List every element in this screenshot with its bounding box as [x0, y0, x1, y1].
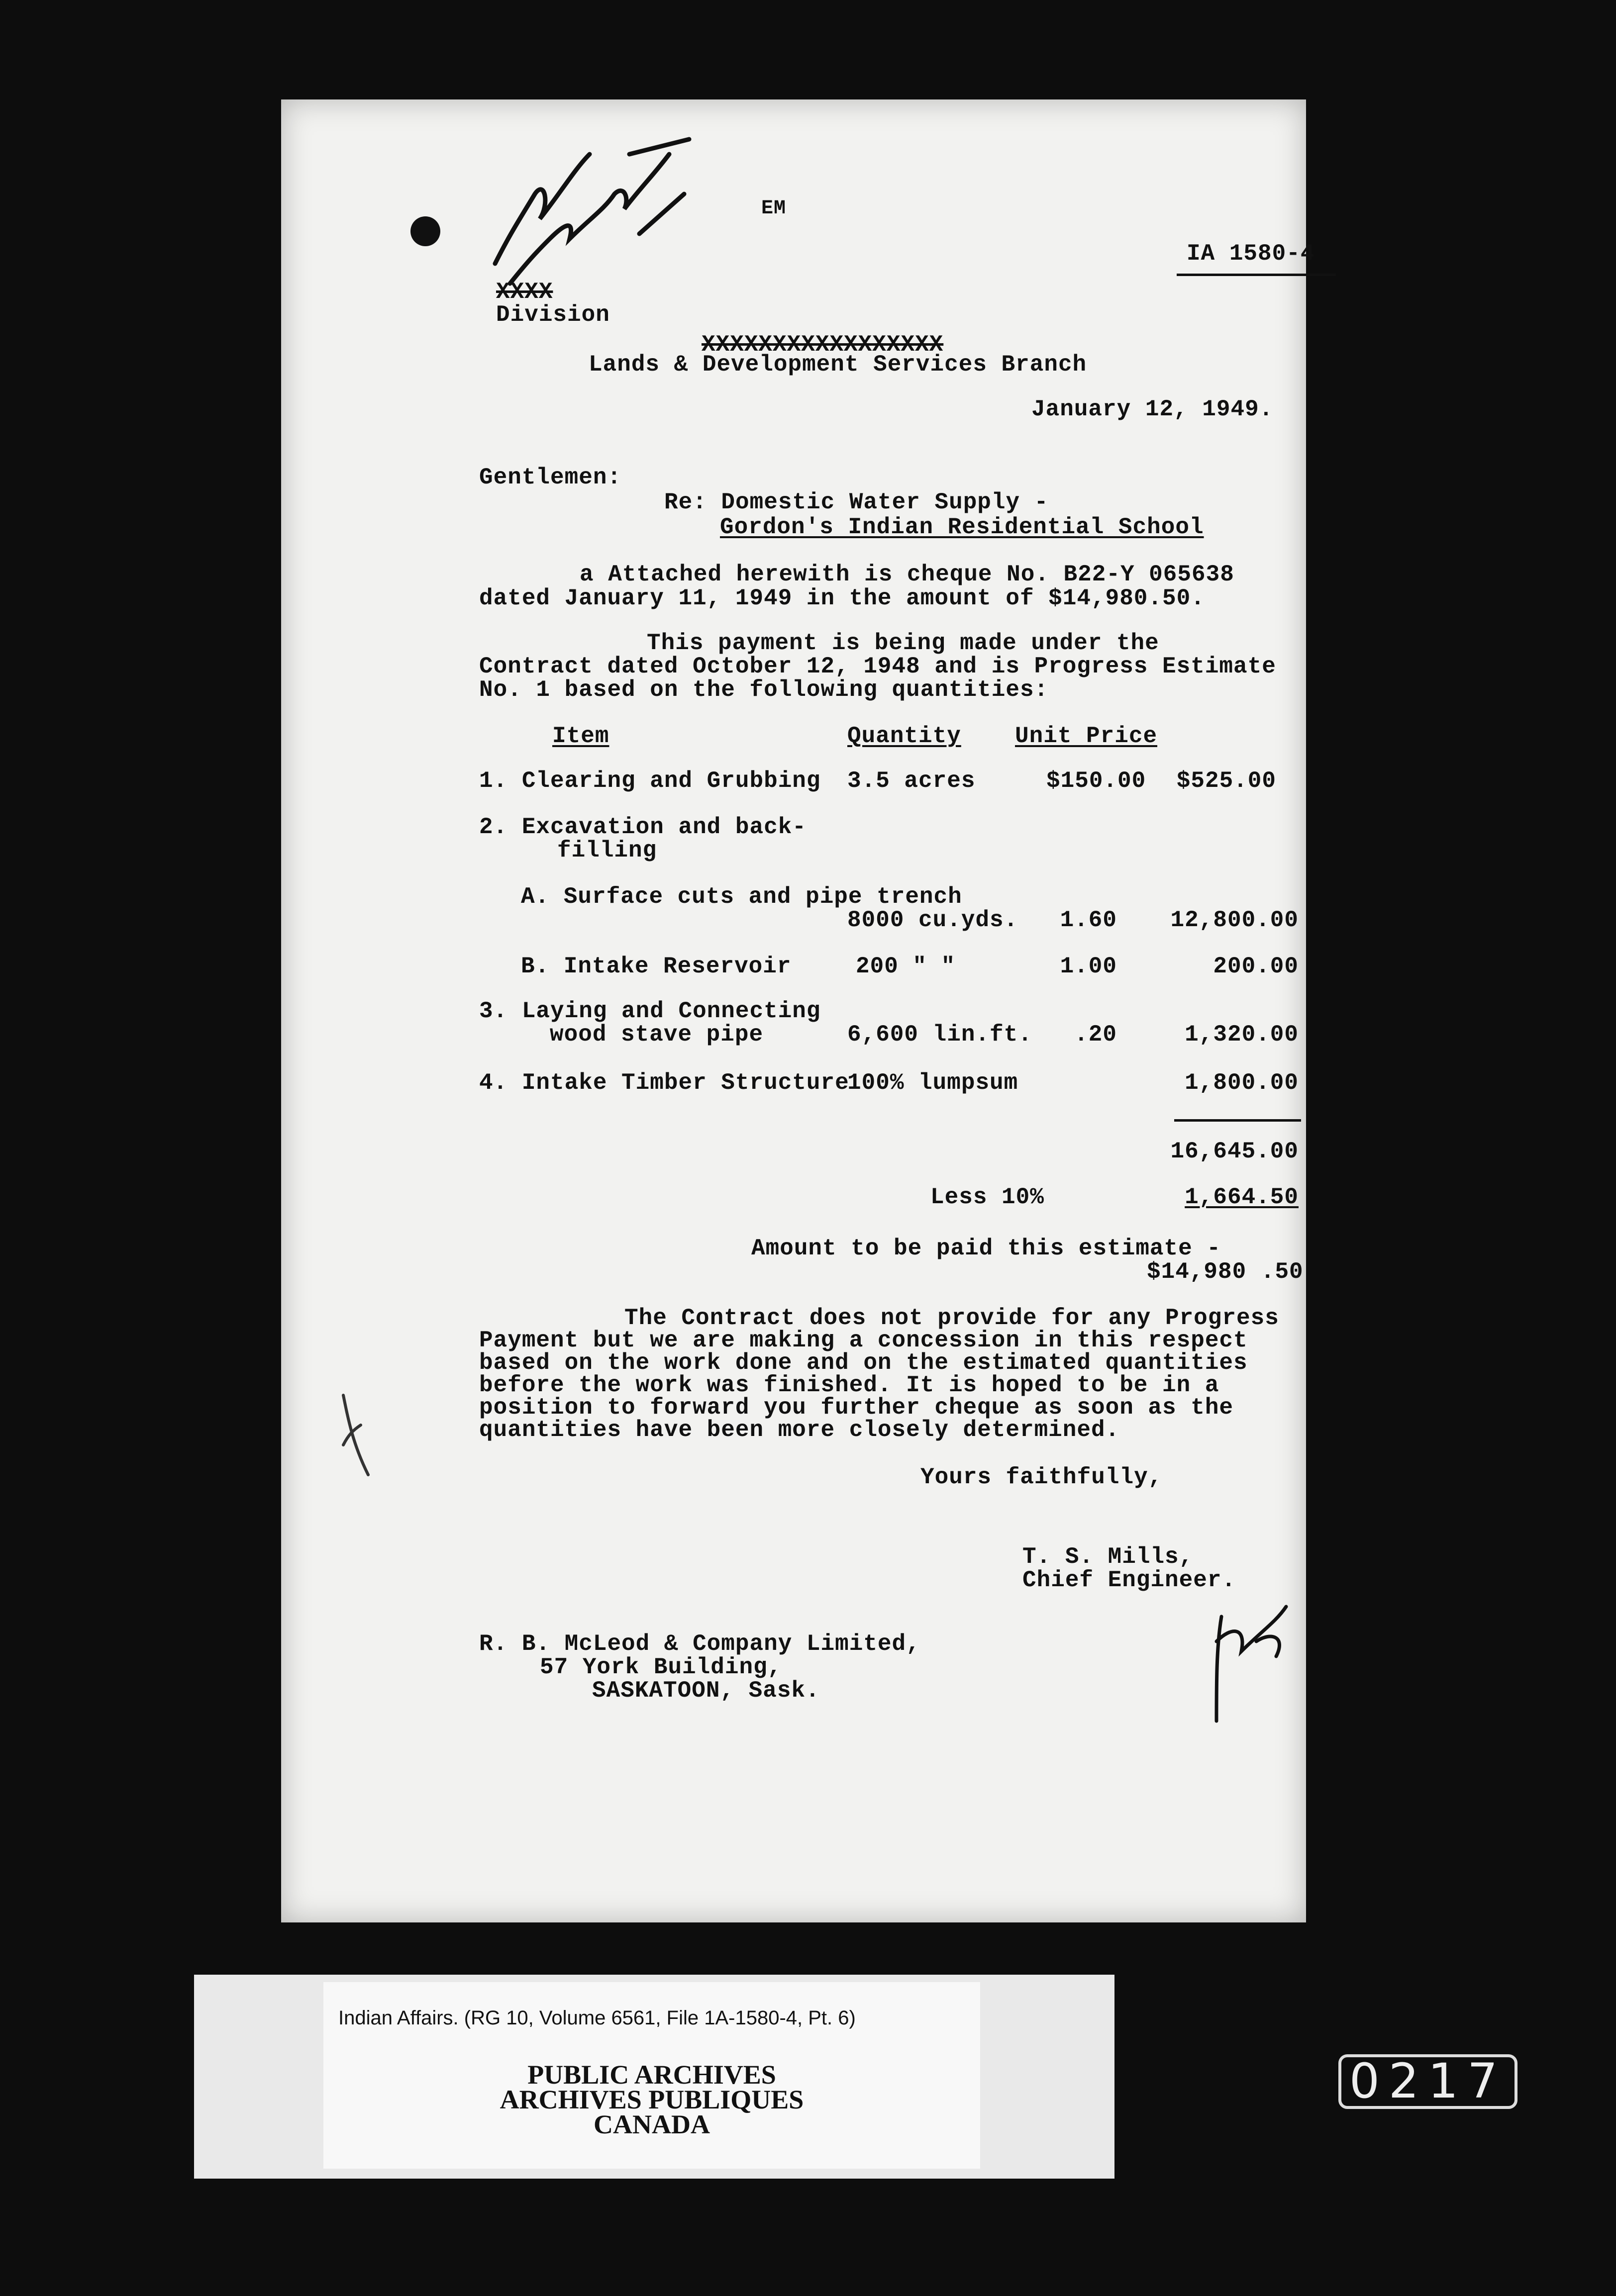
branch-name: Lands & Development Services Branch	[589, 352, 1087, 378]
amount-to-pay-label: Amount to be paid this estimate -	[751, 1236, 1221, 1261]
punch-hole	[410, 216, 440, 246]
row3-price: .20	[1074, 1022, 1117, 1048]
row2b-price: 1.00	[1060, 954, 1117, 979]
subtotal-rule	[1174, 1119, 1301, 1122]
archive-line1: PUBLIC ARCHIVES	[527, 2060, 776, 2090]
para3-line5: position to forward you further cheque as soon as the	[479, 1395, 1234, 1421]
para3-line6: quantities have been more closely determined.	[479, 1417, 1120, 1443]
addressee-line3: SASKATOON, Sask.	[592, 1678, 820, 1704]
file-reference: IA 1580-4	[1187, 241, 1315, 267]
row3-amount: 1,320.00	[1185, 1022, 1299, 1048]
row2a-item: A. Surface cuts and pipe trench	[521, 884, 962, 910]
row3-qty: 6,600 lin.ft.	[847, 1022, 1032, 1048]
row1-qty: 3.5 acres	[847, 768, 976, 794]
row1-item: 1. Clearing and Grubbing	[479, 768, 821, 794]
para3-line4: before the work was finished. It is hoped to be in a	[479, 1372, 1219, 1398]
para2-line2: Contract dated October 12, 1948 and is Progress Estimate	[479, 654, 1276, 679]
row2a-qty: 8000 cu.yds.	[847, 907, 1018, 933]
row2b-amount: 200.00	[1213, 954, 1299, 979]
file-reference-rule	[1177, 274, 1336, 276]
addressee-line2: 57 York Building,	[540, 1654, 782, 1680]
row2b-qty: 200 " "	[856, 954, 956, 979]
branch-struck: XXXXXXXXXXXXXXXXX	[702, 332, 944, 358]
row4-item: 4. Intake Timber Structure	[479, 1070, 849, 1096]
addressee-line1: R. B. McLeod & Company Limited,	[479, 1631, 920, 1657]
amount-to-pay: $14,980 .50	[1147, 1259, 1304, 1285]
archive-label-card	[323, 1982, 980, 2169]
row2a-amount: 12,800.00	[1170, 907, 1299, 933]
row2a-price: 1.60	[1060, 907, 1117, 933]
closing: Yours faithfully,	[920, 1464, 1163, 1490]
row2-item-cont: filling	[557, 838, 657, 863]
para2-line3: No. 1 based on the following quantities:	[479, 677, 1049, 703]
row1-amount: $525.00	[1176, 768, 1276, 794]
division-label: Division	[496, 302, 610, 328]
header-unit-price: Unit Price	[1015, 723, 1158, 749]
subject-line-1: Re: Domestic Water Supply -	[664, 489, 1049, 515]
row1-price: $150.00	[1046, 768, 1146, 794]
frame-number: 0217	[1338, 2054, 1517, 2109]
row3-item-cont: wood stave pipe	[550, 1022, 764, 1048]
para3-line1: The Contract does not provide for any Progress	[624, 1305, 1279, 1331]
handwritten-initials	[1202, 1597, 1301, 1736]
salutation: Gentlemen:	[479, 465, 622, 490]
initials-top: EM	[761, 197, 787, 220]
signer-name: T. S. Mills,	[1022, 1544, 1194, 1570]
row4-qty: 100% lumpsum	[847, 1070, 1018, 1096]
letter-page	[281, 99, 1315, 1922]
subject-line-2: Gordon's Indian Residential School	[720, 514, 1204, 540]
row3-item: 3. Laying and Connecting	[479, 998, 821, 1024]
archive-line2: ARCHIVES PUBLIQUES	[500, 2085, 804, 2114]
margin-mark	[333, 1385, 378, 1485]
letter-date: January 12, 1949.	[1031, 396, 1274, 422]
para1-line2: dated January 11, 1949 in the amount of $14,980.50.	[479, 585, 1205, 611]
division-struck: XXXX	[496, 279, 553, 305]
row4-amount: 1,800.00	[1185, 1070, 1299, 1096]
handwritten-note	[490, 134, 699, 293]
subtotal-amount: 16,645.00	[1170, 1139, 1299, 1164]
para3-line2: Payment but we are making a concession in this respect	[479, 1328, 1248, 1353]
header-quantity: Quantity	[847, 723, 961, 749]
archive-reference: Indian Affairs. (RG 10, Volume 6561, File 1A-1580-4, Pt. 6)	[338, 2007, 856, 2029]
para1-line1: a Attached herewith is cheque No. B22-Y 065638	[580, 562, 1234, 587]
header-item: Item	[552, 723, 609, 749]
less-amount: 1,664.50	[1185, 1184, 1299, 1210]
row2b-item: B. Intake Reservoir	[521, 954, 792, 979]
para2-line1: This payment is being made under the	[647, 630, 1159, 656]
row2-item: 2. Excavation and back-	[479, 814, 807, 840]
signer-title: Chief Engineer.	[1022, 1567, 1236, 1593]
archive-line3: CANADA	[594, 2109, 710, 2139]
less-label: Less 10%	[930, 1184, 1044, 1210]
para3-line3: based on the work done and on the estimated quantities	[479, 1350, 1248, 1376]
